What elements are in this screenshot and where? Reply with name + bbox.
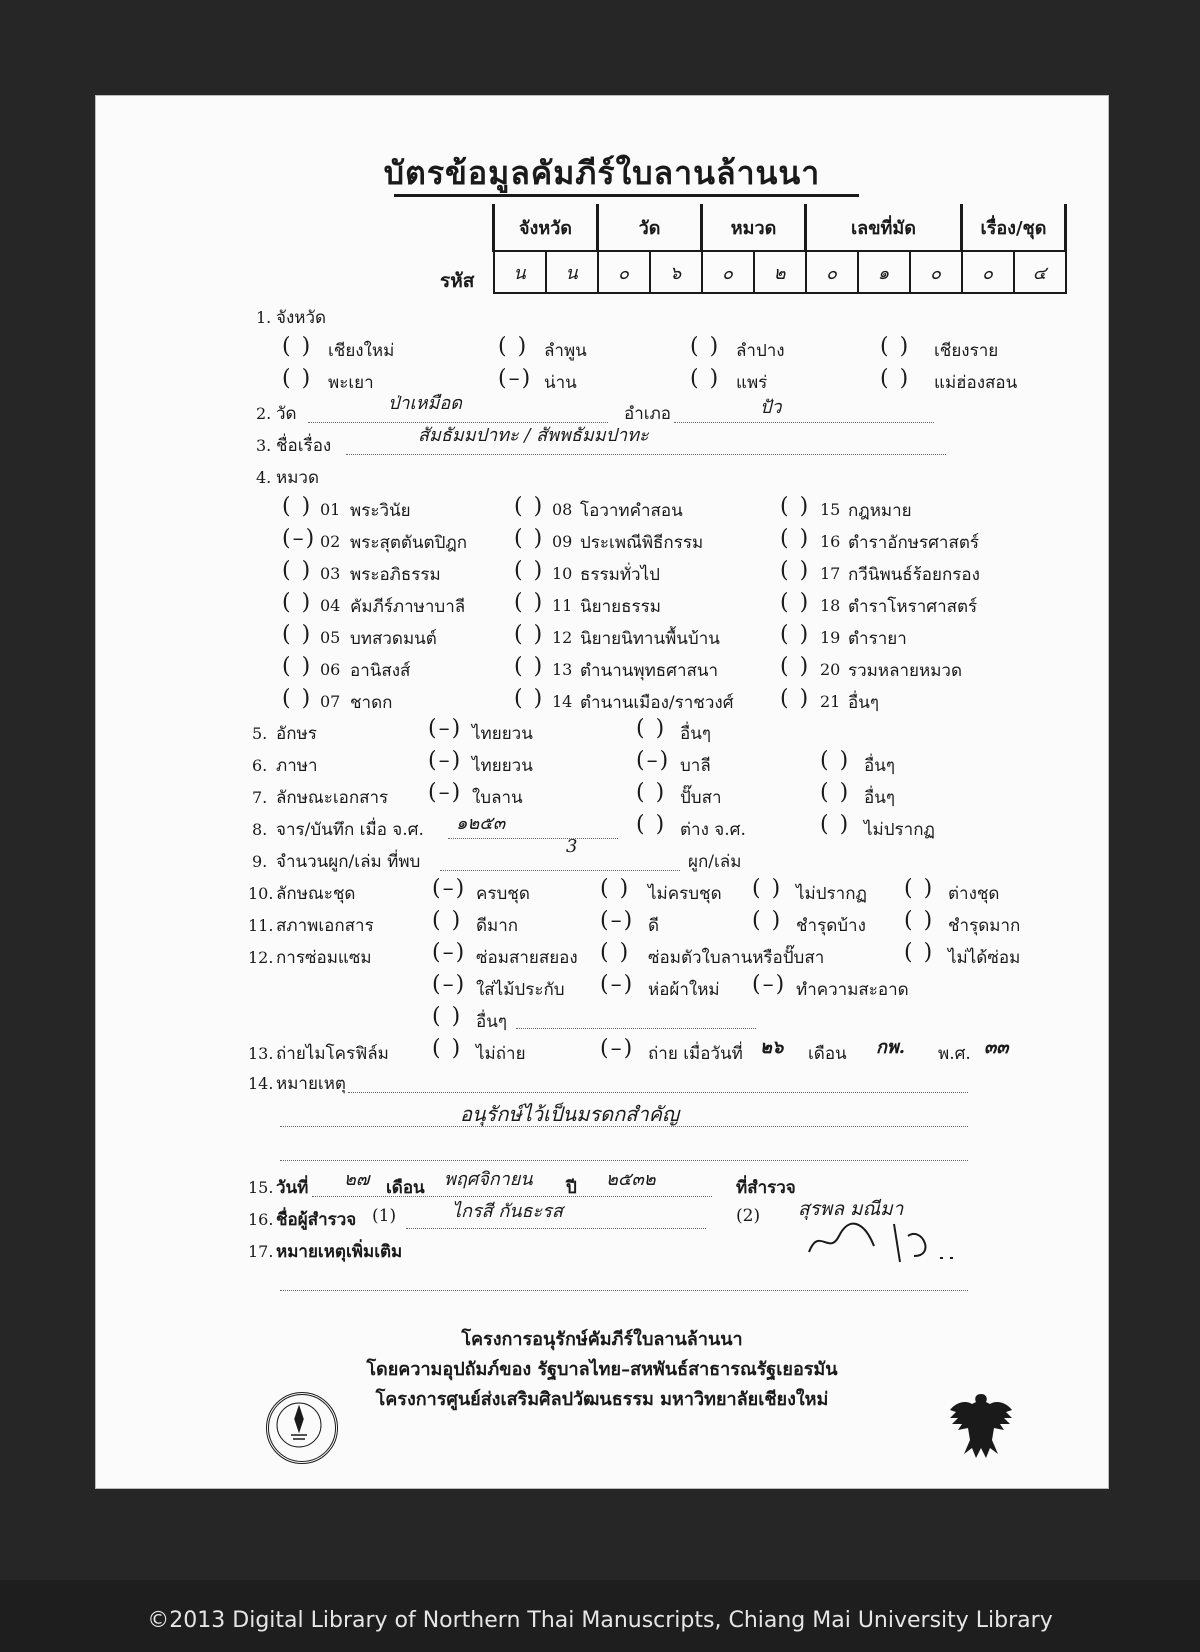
remarks-label: หมายเหตุ xyxy=(276,1074,346,1094)
survey-year: ๒๕๓๒ xyxy=(606,1169,656,1190)
code-header: จังหวัด xyxy=(494,204,598,251)
province-option: น่าน xyxy=(544,373,577,393)
category-code: 07 xyxy=(320,692,341,711)
checkbox[interactable]: ( ) xyxy=(904,908,935,933)
category-option: ตำราโหราศาสตร์ xyxy=(848,597,978,617)
fill-line xyxy=(406,1228,706,1229)
microfilm-month-label: เดือน xyxy=(808,1044,847,1064)
condition-option: ชำรุดบ้าง xyxy=(796,916,866,936)
category-code: 13 xyxy=(552,660,573,679)
checkbox[interactable]: ( ) xyxy=(752,908,783,933)
category-option: นิยายนิทานพื้นบ้าน xyxy=(580,629,720,649)
category-option: ตำราอักษรศาสตร์ xyxy=(848,533,979,553)
section-number: 8. xyxy=(252,820,268,839)
condition-label: สภาพเอกสาร xyxy=(276,916,374,936)
checkbox[interactable]: ( ) xyxy=(282,334,313,359)
surveyor-index: (1) xyxy=(372,1206,397,1226)
checkbox[interactable]: ( ) xyxy=(432,1036,463,1061)
category-option: คัมภีร์ภาษาบาลี xyxy=(350,597,466,617)
inscription-option: ต่าง จ.ศ. xyxy=(680,820,746,840)
category-option: ประเพณีพิธีกรรม xyxy=(580,533,704,553)
checkbox-checked[interactable]: (–) xyxy=(428,748,463,773)
district-value: ปัว xyxy=(760,397,782,418)
survey-month-label: เดือน xyxy=(386,1178,425,1198)
checkbox[interactable]: ( ) xyxy=(514,654,545,679)
language-option: ไทยยวน xyxy=(472,756,533,776)
checkbox[interactable]: ( ) xyxy=(904,940,935,965)
category-code: 20 xyxy=(820,660,841,679)
code-cell: ๐ xyxy=(702,251,754,293)
section-number: 4. xyxy=(256,468,272,487)
inscription-year: ๑๒๕๓ xyxy=(456,813,506,834)
additional-remarks-label: หมายเหตุเพิ่มเติม xyxy=(276,1242,403,1262)
checkbox-checked[interactable]: (–) xyxy=(432,972,467,997)
card-title: บัตรข้อมูลคัมภีร์ใบลานล้านนา xyxy=(383,154,821,192)
repair-option: ใส่ไม้ประกับ xyxy=(476,980,565,1000)
category-code: 09 xyxy=(552,532,573,551)
section-number: 2. xyxy=(256,404,272,423)
document-type-option: อื่นๆ xyxy=(864,788,895,808)
surveyor-index: (2) xyxy=(736,1206,761,1226)
condition-option: ดีมาก xyxy=(476,916,519,936)
checkbox-checked[interactable]: (–) xyxy=(636,748,671,773)
category-label: หมวด xyxy=(276,468,319,488)
footer-line: โดยความอุปถัมภ์ของ รัฐบาลไทย–สหพันธ์สาธารณรัฐเยอรมัน xyxy=(366,1359,838,1380)
province-option: แพร่ xyxy=(736,373,768,393)
microfilm-year: ๓๓ xyxy=(984,1037,1009,1058)
surveyor-name-2: สุรพล มณีมา xyxy=(798,1198,904,1220)
district-label: อำเภอ xyxy=(624,404,671,424)
temple-label: วัด xyxy=(276,404,297,424)
checkbox[interactable]: ( ) xyxy=(880,334,911,359)
category-code: 03 xyxy=(320,564,341,583)
checkbox[interactable]: ( ) xyxy=(780,654,811,679)
german-eagle-icon xyxy=(946,1388,1016,1464)
section-number: 12. xyxy=(248,948,274,967)
section-number: 9. xyxy=(252,852,268,871)
set-status-option: ต่างชุด xyxy=(948,884,1000,904)
province-option: เชียงใหม่ xyxy=(328,341,395,361)
category-option: ธรรมทั่วไป xyxy=(580,565,660,585)
document-type-label: ลักษณะเอกสาร xyxy=(276,788,389,808)
checkbox[interactable]: ( ) xyxy=(514,590,545,615)
survey-date-label: วันที่ xyxy=(276,1178,309,1198)
footer-line: โครงการศูนย์ส่งเสริมศิลปวัฒนธรรม มหาวิทยาลัยเชียงใหม่ xyxy=(375,1389,829,1410)
checkbox-checked[interactable]: (–) xyxy=(600,908,635,933)
checkbox[interactable]: ( ) xyxy=(514,494,545,519)
code-table xyxy=(492,204,1067,294)
province-option: ลำพูน xyxy=(544,341,587,361)
section-number: 1. xyxy=(256,308,272,327)
document-type-option: ใบลาน xyxy=(472,788,523,808)
checkbox[interactable]: ( ) xyxy=(690,334,721,359)
category-option: รวมหลายหมวด xyxy=(848,661,963,681)
code-cell: น xyxy=(546,251,598,293)
set-status-option: ไม่ปรากฏ xyxy=(796,884,867,904)
copyright-caption: ©2013 Digital Library of Northern Thai Manuscripts, Chiang Mai University Library xyxy=(147,1608,1053,1633)
checkbox[interactable]: ( ) xyxy=(904,876,935,901)
checkbox[interactable]: ( ) xyxy=(780,686,811,711)
category-option: ตำรายา xyxy=(848,629,907,649)
section-number: 7. xyxy=(252,788,268,807)
manuscript-data-card xyxy=(96,96,1108,1488)
title-value: สัมธัมมปาทะ / สัพพธัมมปาทะ xyxy=(418,425,649,446)
repair-option: ห่อผ้าใหม่ xyxy=(648,980,720,1000)
script-label: อักษร xyxy=(276,724,317,744)
category-code: 18 xyxy=(820,596,841,615)
code-cell: ๐ xyxy=(910,251,962,293)
repair-option: อื่นๆ xyxy=(476,1012,507,1032)
microfilm-month: กพ. xyxy=(876,1037,906,1058)
category-code: 16 xyxy=(820,532,841,551)
category-option: ตำนานพุทธศาสนา xyxy=(580,661,719,681)
checkbox[interactable]: ( ) xyxy=(780,526,811,551)
language-option: อื่นๆ xyxy=(864,756,895,776)
category-option: กฎหมาย xyxy=(848,501,912,521)
category-code: 14 xyxy=(552,692,573,711)
checkbox[interactable]: ( ) xyxy=(514,686,545,711)
category-code: 17 xyxy=(820,564,841,583)
condition-option: ดี xyxy=(648,916,660,936)
code-header: เลขที่มัด xyxy=(806,204,962,251)
category-code: 10 xyxy=(552,564,573,583)
inscription-option: ไม่ปรากฏ xyxy=(864,820,935,840)
checkbox-checked[interactable]: (–) xyxy=(600,972,635,997)
set-status-option: ไม่ครบชุด xyxy=(648,884,722,904)
title-underline xyxy=(394,194,859,197)
category-option: นิยายธรรม xyxy=(580,597,661,617)
checkbox[interactable]: ( ) xyxy=(780,622,811,647)
checkbox[interactable]: ( ) xyxy=(600,876,631,901)
fill-line xyxy=(346,454,946,455)
checkbox[interactable]: ( ) xyxy=(752,876,783,901)
code-cell: ๐ xyxy=(806,251,858,293)
category-option: อานิสงส์ xyxy=(350,661,411,681)
checkbox-checked[interactable]: (–) xyxy=(498,366,533,391)
category-code: 05 xyxy=(320,628,341,647)
category-code: 15 xyxy=(820,500,841,519)
microfilm-day: ๒๖ xyxy=(760,1037,784,1058)
volume-count-label: จำนวนผูก/เล่ม ที่พบ xyxy=(276,852,421,872)
checkbox-checked[interactable]: (–) xyxy=(432,876,467,901)
code-cell: ๔ xyxy=(1014,251,1066,293)
condition-option: ชำรุดมาก xyxy=(948,916,1021,936)
checkbox[interactable]: ( ) xyxy=(514,526,545,551)
code-cell: น xyxy=(494,251,546,293)
checkbox-checked[interactable]: (–) xyxy=(752,972,787,997)
checkbox[interactable]: ( ) xyxy=(780,494,811,519)
set-status-label: ลักษณะชุด xyxy=(276,884,356,904)
checkbox[interactable]: ( ) xyxy=(820,748,851,773)
province-option: เชียงราย xyxy=(934,341,999,361)
checkbox[interactable]: ( ) xyxy=(282,622,313,647)
code-cell: ๐ xyxy=(598,251,650,293)
survey-date-suffix: ที่สำรวจ xyxy=(736,1178,796,1198)
survey-month: พฤศจิกายน xyxy=(444,1169,533,1190)
footer-line: โครงการอนุรักษ์คัมภีร์ใบลานล้านนา xyxy=(461,1329,743,1350)
microfilm-option: ไม่ถ่าย xyxy=(476,1044,526,1064)
language-option: บาลี xyxy=(680,756,711,776)
code-header: หมวด xyxy=(702,204,806,251)
checkbox[interactable]: ( ) xyxy=(282,654,313,679)
checkbox[interactable]: ( ) xyxy=(498,334,529,359)
surveyor-name-1: ไกรสี กันธะรส xyxy=(452,1201,563,1222)
volume-count-value: 3 xyxy=(566,836,578,857)
category-code: 04 xyxy=(320,596,341,615)
category-code: 08 xyxy=(552,500,573,519)
category-code: 06 xyxy=(320,660,341,679)
set-status-option: ครบชุด xyxy=(476,884,530,904)
checkbox[interactable]: ( ) xyxy=(432,908,463,933)
section-number: 6. xyxy=(252,756,268,775)
category-code: 19 xyxy=(820,628,841,647)
category-option: กวีนิพนธ์ร้อยกรอง xyxy=(848,565,980,585)
repair-option: ซ่อมสายสยอง xyxy=(476,948,578,968)
province-option: ลำปาง xyxy=(736,341,785,361)
checkbox[interactable]: ( ) xyxy=(282,686,313,711)
section-number: 13. xyxy=(248,1044,274,1063)
checkbox[interactable]: ( ) xyxy=(820,812,851,837)
inscription-label: จาร/บันทึก เมื่อ จ.ศ. xyxy=(276,820,424,840)
section-number: 14. xyxy=(248,1074,274,1093)
checkbox[interactable]: ( ) xyxy=(282,366,313,391)
checkbox-checked[interactable]: (–) xyxy=(428,716,463,741)
repair-option: ทำความสะอาด xyxy=(796,980,909,1000)
code-label: รหัส xyxy=(440,270,475,292)
university-seal-icon xyxy=(266,1392,338,1464)
volume-unit: ผูก/เล่ม xyxy=(688,852,742,872)
code-header: เรื่อง/ชุด xyxy=(962,204,1066,251)
category-code: 21 xyxy=(820,692,841,711)
microfilm-label: ถ่ายไมโครฟิล์ม xyxy=(276,1044,389,1064)
script-option: อื่นๆ xyxy=(680,724,711,744)
checkbox[interactable]: ( ) xyxy=(514,558,545,583)
checkbox-checked[interactable]: (–) xyxy=(600,1036,635,1061)
category-option: พระสุตตันตปิฎก xyxy=(350,533,468,553)
category-option: พระอภิธรรม xyxy=(350,565,441,585)
category-code: 11 xyxy=(552,596,573,615)
checkbox[interactable]: ( ) xyxy=(282,590,313,615)
section-number: 11. xyxy=(248,916,274,935)
checkbox[interactable]: ( ) xyxy=(690,366,721,391)
language-label: ภาษา xyxy=(276,756,318,776)
checkbox-checked[interactable]: (–) xyxy=(432,940,467,965)
checkbox[interactable]: ( ) xyxy=(600,940,631,965)
document-type-option: ปั๊บสา xyxy=(680,788,722,808)
checkbox[interactable]: ( ) xyxy=(880,366,911,391)
checkbox[interactable]: ( ) xyxy=(636,716,667,741)
section-number: 10. xyxy=(248,884,274,903)
province-option: พะเยา xyxy=(328,373,374,393)
section-number: 15. xyxy=(248,1178,274,1197)
survey-year-label: ปี xyxy=(566,1178,577,1198)
category-option: บทสวดมนต์ xyxy=(350,629,437,649)
checkbox-checked[interactable]: (–) xyxy=(428,780,463,805)
category-option: โอวาทคำสอน xyxy=(580,501,683,521)
signature-icon xyxy=(804,1216,954,1266)
section-number: 5. xyxy=(252,724,268,743)
code-header: วัด xyxy=(598,204,702,251)
section-number: 16. xyxy=(248,1210,274,1229)
category-code: 02 xyxy=(320,532,341,551)
checkbox[interactable]: ( ) xyxy=(282,558,313,583)
repair-option: ไม่ได้ซ่อม xyxy=(948,948,1021,968)
checkbox[interactable]: ( ) xyxy=(636,780,667,805)
temple-value: ป่าเหมือด xyxy=(388,393,462,414)
fill-line xyxy=(440,870,680,871)
script-option: ไทยยวน xyxy=(472,724,533,744)
section-number: 3. xyxy=(256,436,272,455)
section-number: 17. xyxy=(248,1242,274,1261)
category-code: 01 xyxy=(320,500,341,519)
fill-line xyxy=(280,1160,968,1161)
checkbox[interactable]: ( ) xyxy=(514,622,545,647)
checkbox-checked[interactable]: (–) xyxy=(282,526,317,551)
province-option: แม่ฮ่องสอน xyxy=(934,373,1018,393)
fill-line xyxy=(348,1092,968,1093)
category-option: อื่นๆ xyxy=(848,693,879,713)
microfilm-year-label: พ.ศ. xyxy=(938,1044,971,1064)
category-option: พระวินัย xyxy=(350,501,411,521)
checkbox[interactable]: ( ) xyxy=(780,558,811,583)
checkbox[interactable]: ( ) xyxy=(432,1004,463,1029)
checkbox[interactable]: ( ) xyxy=(282,494,313,519)
code-cell: ๒ xyxy=(754,251,806,293)
fill-line xyxy=(516,1028,756,1029)
title-label: ชื่อเรื่อง xyxy=(276,436,332,456)
fill-line xyxy=(280,1290,968,1291)
checkbox[interactable]: ( ) xyxy=(636,812,667,837)
remarks-value: อนุรักษ์ไว้เป็นมรดกสำคัญ xyxy=(460,1102,680,1126)
checkbox[interactable]: ( ) xyxy=(820,780,851,805)
fill-line xyxy=(674,422,934,423)
category-option: ตำนานเมือง/ราชวงศ์ xyxy=(580,693,734,713)
code-cell: ๑ xyxy=(858,251,910,293)
repair-label: การซ่อมแซม xyxy=(276,948,372,968)
category-option: ชาดก xyxy=(350,693,393,713)
code-cell: ๖ xyxy=(650,251,702,293)
repair-option: ซ่อมตัวใบลานหรือปั๊บสา xyxy=(648,948,825,968)
code-cell: ๐ xyxy=(962,251,1014,293)
category-code: 12 xyxy=(552,628,573,647)
province-label: จังหวัด xyxy=(276,308,327,328)
checkbox[interactable]: ( ) xyxy=(780,590,811,615)
surveyor-label: ชื่อผู้สำรวจ xyxy=(276,1210,357,1230)
fill-line xyxy=(448,838,618,839)
survey-day: ๒๗ xyxy=(344,1169,370,1190)
microfilm-option: ถ่าย เมื่อวันที่ xyxy=(648,1044,743,1064)
